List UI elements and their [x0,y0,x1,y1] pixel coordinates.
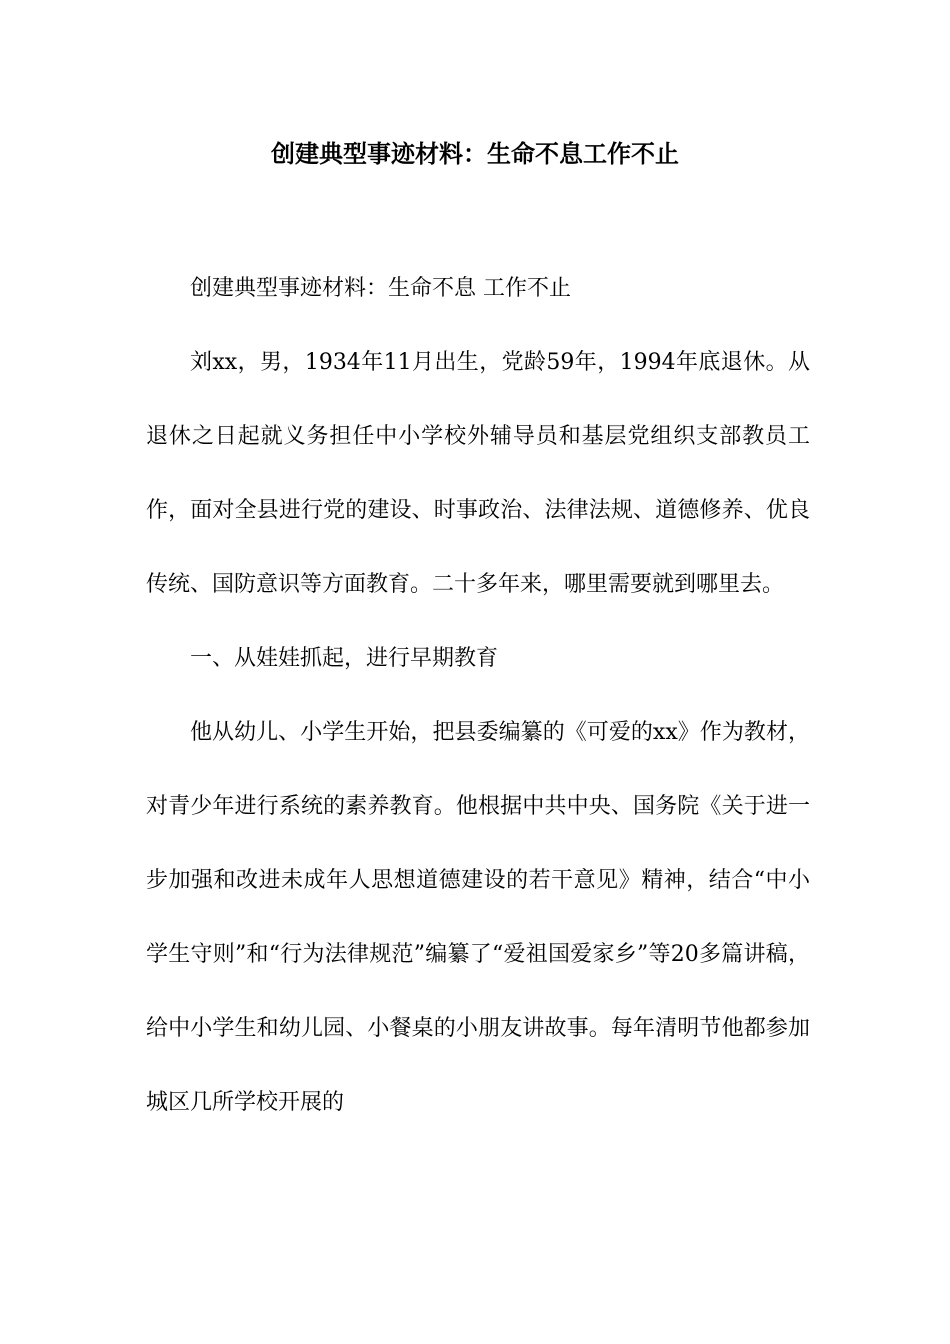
paragraph-section-1: 他从幼儿、小学生开始，把县委编纂的《可爱的xx》作为教材，对青少年进行系统的素养教育。他根据中共中央、国务院《关于进一步加强和改进未成年人思想道德建设的若干意见》精神，结合“中小学生守则”和“行为法律规范”编纂了“爱祖国爱家乡”等20多篇讲稿，给中小学生和幼儿园、小餐桌的小朋友讲故事。每年清明节他都参加城区几所学校开展的 [146,720,810,1115]
paragraph-subtitle: 创建典型事迹材料：生命不息 工作不止 [190,276,571,301]
document-body [146,252,810,1140]
section-heading-1: 一、从娃娃抓起，进行早期教育 [190,646,499,671]
document-title: 创建典型事迹材料：生命不息工作不止 [271,140,679,168]
paragraph-intro: 刘xx，男，1934年11月出生，党龄59年，1994年底退休。从退休之日起就义务担任中小学校外辅导员和基层党组织支部教员工作，面对全县进行党的建设、时事政治、法律法规、道德修养、优良传统、国防意识等方面教育。二十多年来，哪里需要就到哪里去。 [146,350,810,597]
